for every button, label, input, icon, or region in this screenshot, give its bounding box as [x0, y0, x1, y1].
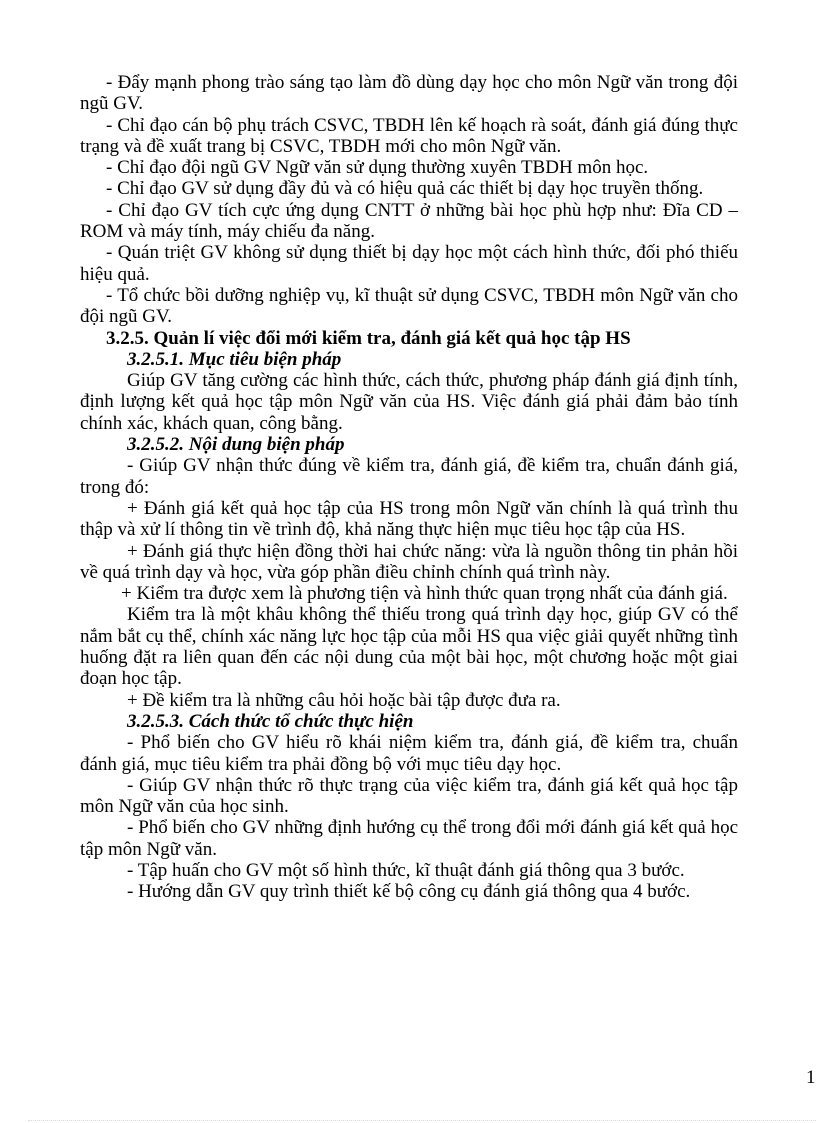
paragraph-current-state: - Giúp GV nhận thức rõ thực trạng của việc kiểm tra, đánh giá kết quả học tập môn Ngữ văn của học sinh. [80, 774, 738, 818]
paragraph-bullet-ict: - Chỉ đạo GV tích cực ứng dụng CNTT ở những bài học phù hợp như: Đĩa CD – ROM và máy tính, máy chiếu đa năng. [80, 199, 738, 243]
paragraph-awareness: - Giúp GV nhận thức đúng về kiểm tra, đánh giá, đề kiểm tra, chuẩn đánh giá, trong đó: [80, 455, 738, 498]
paragraph-assessment-functions: + Đánh giá thực hiện đồng thời hai chức năng: vừa là nguồn thông tin phản hồi về quá trình dạy và học, vừa góp phần điều chỉnh chính quá trình này. [80, 540, 738, 583]
document-body [80, 72, 738, 903]
paragraph-bullet-traditional-equipment: - Chỉ đạo GV sử dụng đầy đủ và có hiệu quả các thiết bị dạy học truyền thống. [106, 178, 704, 200]
subheading-3-2-5-3: 3.2.5.3. Cách thức tổ chức thực hiện [127, 710, 414, 732]
paragraph-directions: - Phổ biến cho GV những định hướng cụ thể trong đổi mới đánh giá kết quả học tập môn Ngữ văn. [80, 817, 738, 860]
paragraph-bullet-teaching-aids: - Đẩy mạnh phong trào sáng tạo làm đồ dùng dạy học cho môn Ngữ văn trong đội ngũ GV. [80, 72, 738, 115]
paragraph-bullet-facilities-review: - Chỉ đạo cán bộ phụ trách CSVC, TBDH lên kế hoạch rà soát, đánh giá đúng thực trạng và đề xuất trang bị CSVC, TBDH mới cho môn Ngữ văn. [80, 114, 738, 157]
section-heading-3-2-5: 3.2.5. Quản lí việc đổi mới kiểm tra, đánh giá kết quả học tập HS [106, 327, 631, 349]
paragraph-objective: Giúp GV tăng cường các hình thức, cách thức, phương pháp đánh giá định tính, định lượng kết quả học tập môn Ngữ văn của HS. Việc đánh giá phải đảm bảo tính chính xác, khách quan, công bằng. [80, 370, 738, 434]
paragraph-concepts: - Phổ biến cho GV hiểu rõ khái niệm kiểm tra, đánh giá, đề kiểm tra, chuẩn đánh giá, mục tiêu kiểm tra phải đồng bộ với mục tiêu dạy học. [80, 732, 738, 775]
paragraph-testing-tool: + Kiểm tra được xem là phương tiện và hình thức quan trọng nhất của đánh giá. [121, 583, 728, 605]
paragraph-bullet-training: - Tổ chức bồi dưỡng nghiệp vụ, kĩ thuật sử dụng CSVC, TBDH môn Ngữ văn cho đội ngũ GV. [80, 284, 738, 328]
paragraph-test-questions: + Đề kiểm tra là những câu hỏi hoặc bài tập được đưa ra. [127, 689, 561, 711]
subheading-3-2-5-2: 3.2.5.2. Nội dung biện pháp [127, 434, 345, 456]
paragraph-four-steps: - Hướng dẫn GV quy trình thiết kế bộ công cụ đánh giá thông qua 4 bước. [127, 881, 691, 903]
footer-divider [28, 1120, 816, 1121]
paragraph-testing-role: Kiểm tra là một khâu không thể thiếu trong quá trình dạy học, giúp GV có thể nắm bắt cụ thể, chính xác năng lực học tập của mỗi HS qua việc giải quyết những tình huống đặt ra liên quan đến các nội dung của một bài học, một chương hoặc một giai đoạn học tập. [80, 604, 738, 690]
subheading-3-2-5-1: 3.2.5.1. Mục tiêu biện pháp [127, 348, 342, 370]
page-number: 1 [806, 1067, 816, 1088]
paragraph-three-steps: - Tập huấn cho GV một số hình thức, kĩ thuật đánh giá thông qua 3 bước. [127, 859, 685, 881]
paragraph-assessment-definition: + Đánh giá kết quả học tập của HS trong môn Ngữ văn chính là quá trình thu thập và xử lí thông tin về trình độ, khả năng thực hiện mục tiêu học tập của HS. [80, 497, 738, 541]
paragraph-bullet-no-formalism: - Quán triệt GV không sử dụng thiết bị dạy học một cách hình thức, đối phó thiếu hiệu quả. [80, 242, 738, 285]
paragraph-bullet-regular-use: - Chỉ đạo đội ngũ GV Ngữ văn sử dụng thường xuyên TBDH môn học. [106, 157, 649, 179]
